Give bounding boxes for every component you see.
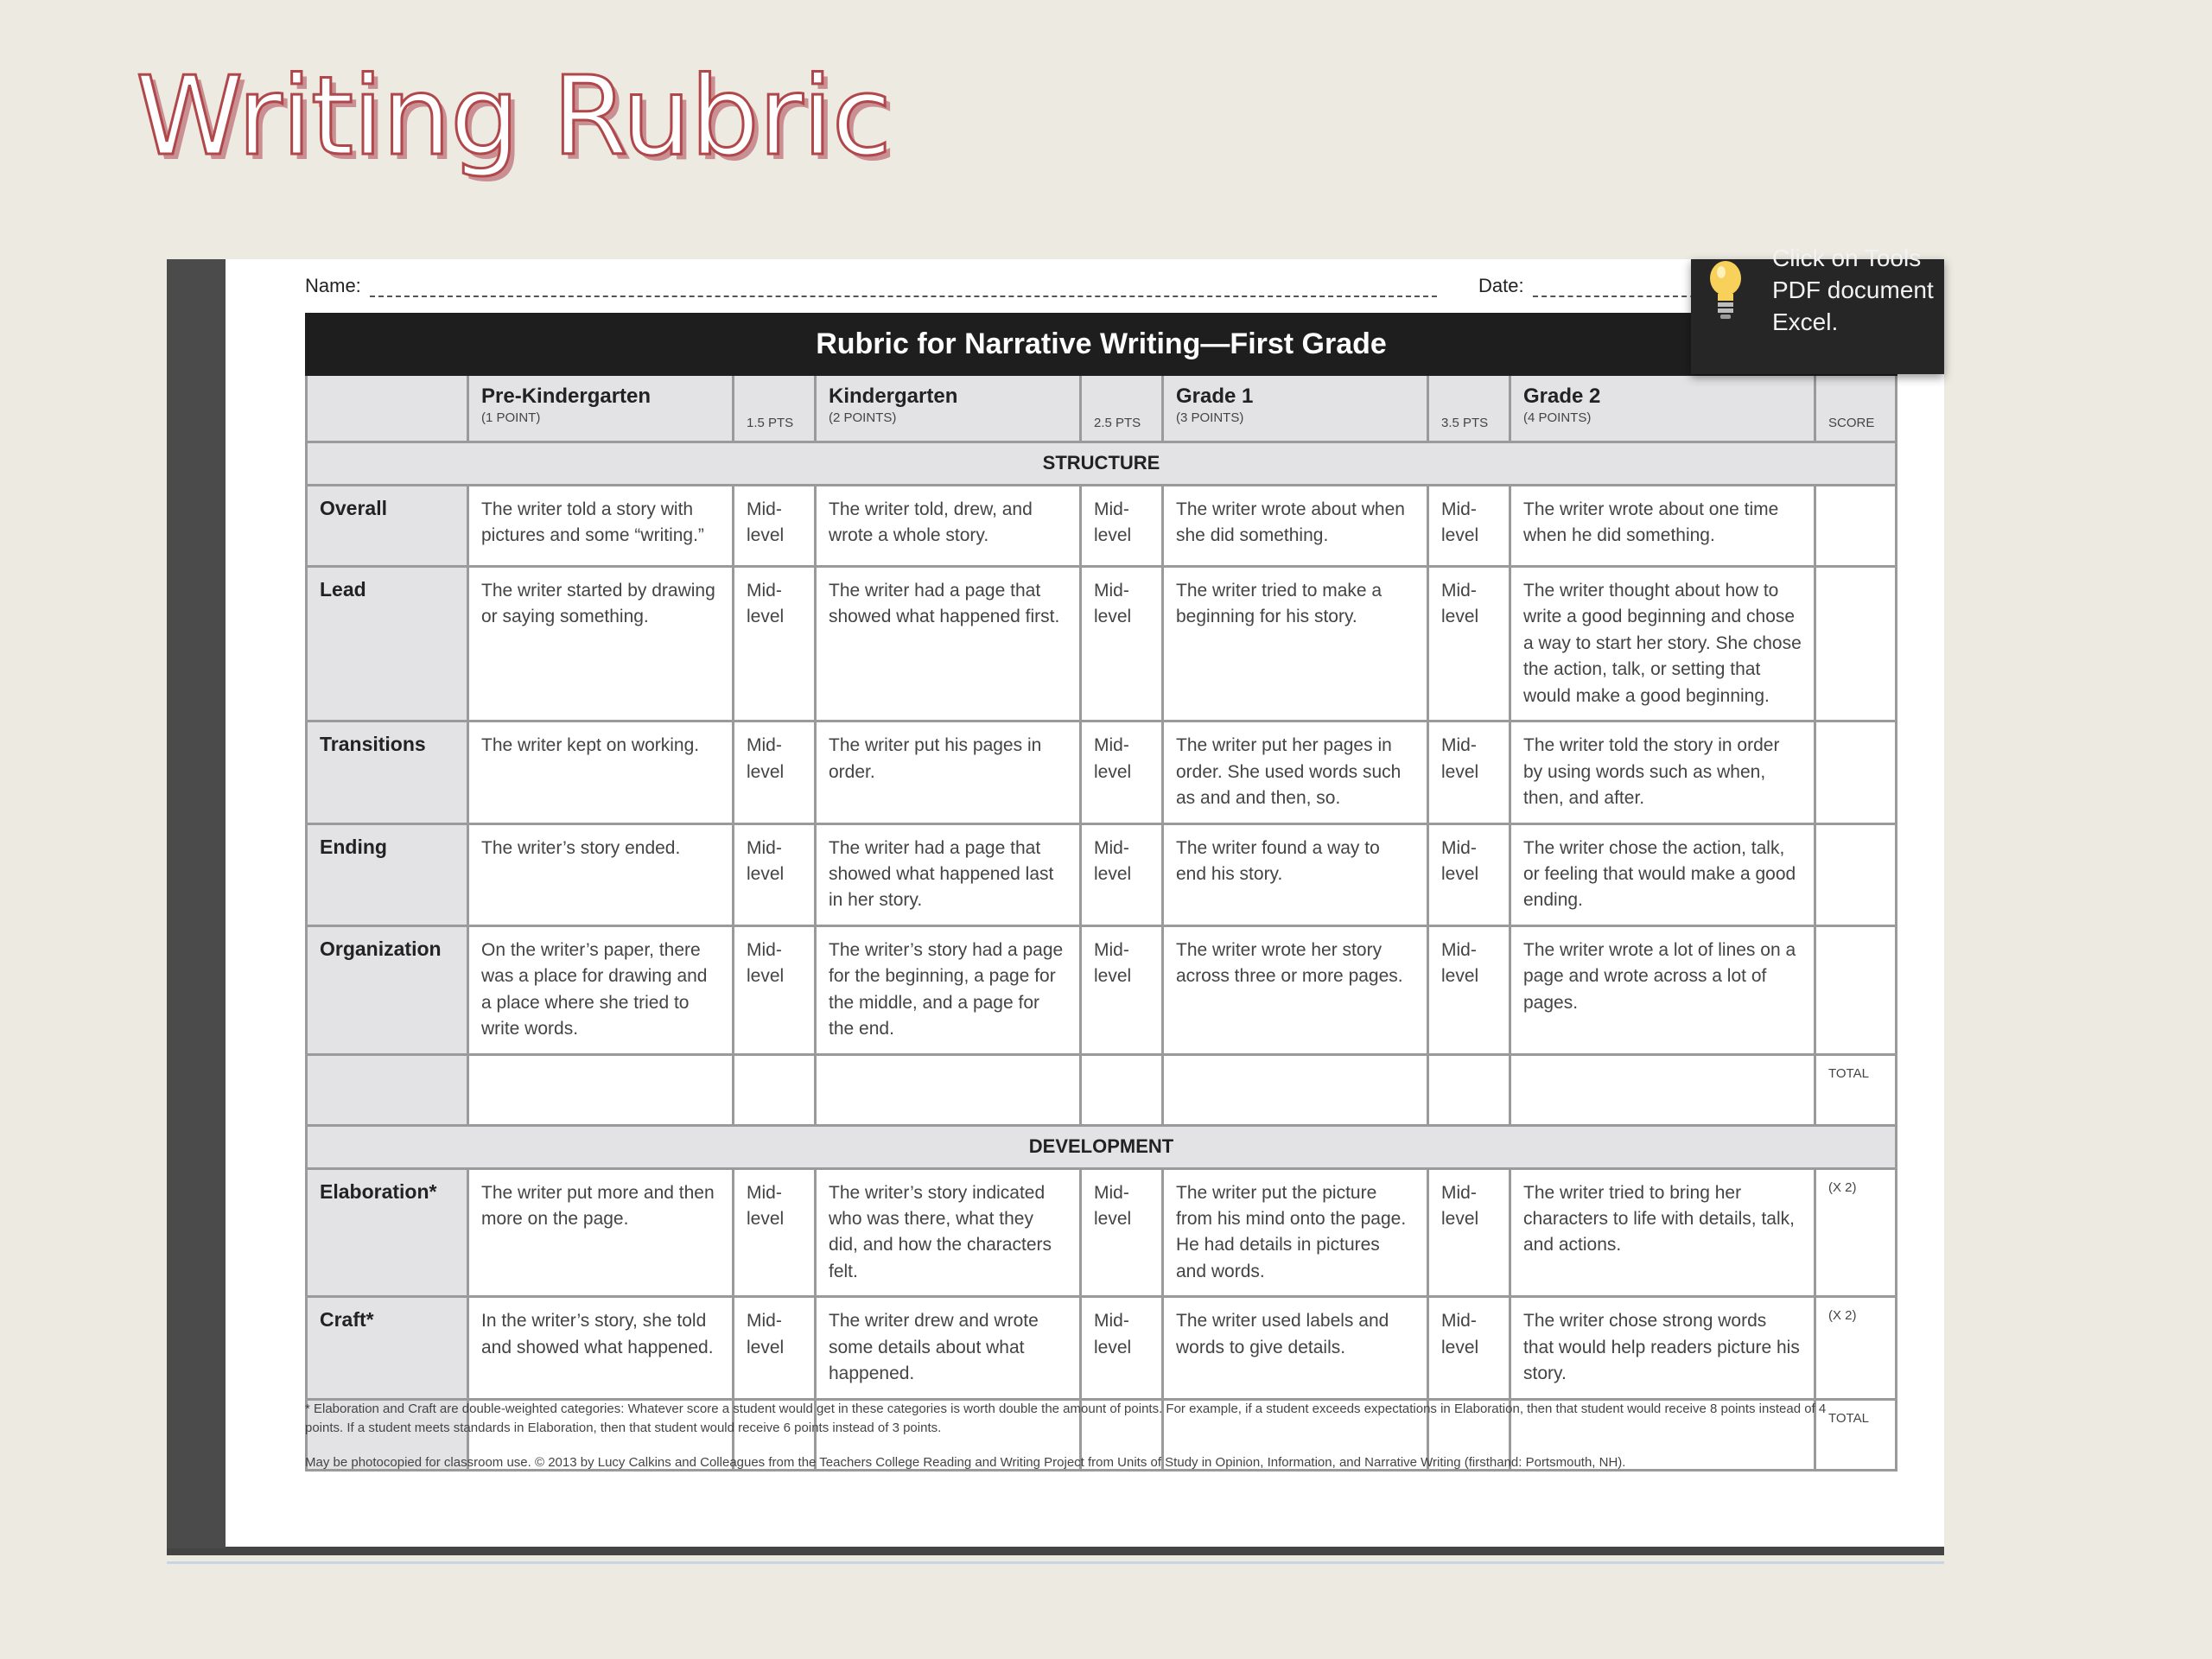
- cell-text: The writer wrote a lot of lines on a page and wrote across a lot of pages.: [1510, 925, 1815, 1054]
- score-cell[interactable]: [1815, 721, 1897, 823]
- mid-level-cell: Mid-level: [1428, 1297, 1510, 1399]
- category-craft: Craft*: [307, 1297, 468, 1399]
- header-prek: Pre-Kindergarten (1 POINT): [468, 375, 734, 442]
- tooltip-line: Click on Tools: [1772, 245, 1922, 271]
- category-organization: Organization: [307, 925, 468, 1054]
- category-elaboration: Elaboration*: [307, 1168, 468, 1297]
- cell-text: The writer tried to make a beginning for his story.: [1163, 567, 1428, 721]
- cell-text: The writer kept on working.: [468, 721, 734, 823]
- mid-level-cell: Mid-level: [1428, 925, 1510, 1054]
- cell-text: The writer told a story with pictures and some “writing.”: [468, 486, 734, 567]
- header-grade-2: Grade 2 (4 POINTS): [1510, 375, 1815, 442]
- blank-cell: [468, 1054, 734, 1125]
- blank-cell: [816, 1054, 1081, 1125]
- table-row: [307, 823, 1897, 925]
- name-field: [305, 275, 1437, 297]
- cell-text: The writer’s story had a page for the beginning, a page for the middle, and a page for the end.: [816, 925, 1081, 1054]
- cell-text: The writer chose the action, talk, or feeling that would make a good ending.: [1510, 823, 1815, 925]
- lightbulb-icon: [1708, 259, 1743, 328]
- blank-cell: [1428, 1054, 1510, 1125]
- mid-level-cell: Mid-level: [734, 925, 816, 1054]
- blank-cell: [1510, 1054, 1815, 1125]
- cell-text: The writer drew and wrote some details about what happened.: [816, 1297, 1081, 1399]
- blank-cell: [1163, 1054, 1428, 1125]
- mid-level-cell: Mid-level: [1428, 567, 1510, 721]
- table-row: [307, 1168, 1897, 1297]
- mid-level-cell: Mid-level: [1081, 1168, 1163, 1297]
- category-ending: Ending: [307, 823, 468, 925]
- cell-text: The writer started by drawing or saying something.: [468, 567, 734, 721]
- name-label: Name:: [305, 275, 361, 296]
- structure-total-cell[interactable]: TOTAL: [1815, 1054, 1897, 1125]
- mid-level-cell: Mid-level: [734, 567, 816, 721]
- header-grade-1: Grade 1 (3 POINTS): [1163, 375, 1428, 442]
- cell-text: The writer’s story ended.: [468, 823, 734, 925]
- mid-level-cell: Mid-level: [1081, 567, 1163, 721]
- blank-cell: [734, 1054, 816, 1125]
- mid-level-cell: Mid-level: [734, 721, 816, 823]
- table-row: [307, 1297, 1897, 1399]
- cell-text: The writer put more and then more on the page.: [468, 1168, 734, 1297]
- cell-text: The writer put the picture from his mind onto the page. He had details in pictures and words.: [1163, 1168, 1428, 1297]
- cell-text: The writer put her pages in order. She used words such as and and then, so.: [1163, 721, 1428, 823]
- mid-level-cell: Mid-level: [1428, 721, 1510, 823]
- date-label: Date:: [1478, 275, 1524, 296]
- rubric-title: Rubric for Narrative Writing—First Grade: [307, 315, 1897, 375]
- mid-level-cell: Mid-level: [1428, 1168, 1510, 1297]
- header-blank: [307, 375, 468, 442]
- table-row: [307, 486, 1897, 567]
- document-page[interactable]: [226, 259, 1944, 1547]
- header-mid-2: 2.5 PTS: [1081, 375, 1163, 442]
- score-cell[interactable]: [1815, 823, 1897, 925]
- mid-level-cell: Mid-level: [734, 486, 816, 567]
- section-development: DEVELOPMENT: [307, 1125, 1897, 1168]
- score-cell[interactable]: [1815, 925, 1897, 1054]
- cell-text: The writer’s story indicated who was there, what they did, and how the characters felt.: [816, 1168, 1081, 1297]
- score-cell[interactable]: (X 2): [1815, 1297, 1897, 1399]
- cell-text: The writer told the story in order by using words such as when, then, and after.: [1510, 721, 1815, 823]
- cell-text: The writer wrote her story across three or more pages.: [1163, 925, 1428, 1054]
- structure-total-row: [307, 1054, 1897, 1125]
- mid-level-cell: Mid-level: [1081, 1297, 1163, 1399]
- score-cell[interactable]: (X 2): [1815, 1168, 1897, 1297]
- tooltip-text: [1772, 242, 1934, 338]
- table-row: [307, 567, 1897, 721]
- header-kindergarten: Kindergarten (2 POINTS): [816, 375, 1081, 442]
- cell-text: The writer wrote about when she did something.: [1163, 486, 1428, 567]
- header-score: SCORE: [1815, 375, 1897, 442]
- mid-level-cell: Mid-level: [1081, 823, 1163, 925]
- mid-level-cell: Mid-level: [734, 1297, 816, 1399]
- score-cell[interactable]: [1815, 486, 1897, 567]
- mid-level-cell: Mid-level: [1081, 721, 1163, 823]
- cell-text: The writer had a page that showed what happened first.: [816, 567, 1081, 721]
- score-cell[interactable]: [1815, 567, 1897, 721]
- category-overall: Overall: [307, 486, 468, 567]
- mid-level-cell: Mid-level: [1081, 486, 1163, 567]
- mid-level-cell: Mid-level: [734, 1168, 816, 1297]
- cell-text: The writer used labels and words to give details.: [1163, 1297, 1428, 1399]
- category-transitions: Transitions: [307, 721, 468, 823]
- cell-text: The writer chose strong words that would help readers picture his story.: [1510, 1297, 1815, 1399]
- cell-text: In the writer’s story, she told and showed what happened.: [468, 1297, 734, 1399]
- tooltip-line: PDF document: [1772, 276, 1934, 303]
- mid-level-cell: Mid-level: [734, 823, 816, 925]
- document-left-bar: [167, 259, 226, 1548]
- cell-text: The writer told, drew, and wrote a whole story.: [816, 486, 1081, 567]
- cell-text: The writer tried to bring her characters to life with details, talk, and actions.: [1510, 1168, 1815, 1297]
- table-row: [307, 721, 1897, 823]
- cell-text: The writer put his pages in order.: [816, 721, 1081, 823]
- mid-level-cell: Mid-level: [1428, 486, 1510, 567]
- mid-level-cell: Mid-level: [1081, 925, 1163, 1054]
- cell-text: The writer thought about how to write a good beginning and chose a way to start her story. She chose the action, talk, or setting that would make a good beginning.: [1510, 567, 1815, 721]
- cell-text: The writer had a page that showed what happened last in her story.: [816, 823, 1081, 925]
- blank-cell: [307, 1054, 468, 1125]
- development-total-cell[interactable]: TOTAL: [1815, 1399, 1897, 1470]
- slide-title: Writing Rubric: [136, 53, 891, 180]
- cell-text: The writer found a way to end his story.: [1163, 823, 1428, 925]
- blank-cell: [1081, 1054, 1163, 1125]
- pdf-tooltip[interactable]: [1691, 245, 1944, 374]
- rubric-table: [305, 313, 1897, 1471]
- cell-text: On the writer’s paper, there was a place for drawing and a place where she tried to write words.: [468, 925, 734, 1054]
- category-lead: Lead: [307, 567, 468, 721]
- cell-text: The writer wrote about one time when he did something.: [1510, 486, 1815, 567]
- header-mid-1: 1.5 PTS: [734, 375, 816, 442]
- section-structure: STRUCTURE: [307, 442, 1897, 486]
- mid-level-cell: Mid-level: [1428, 823, 1510, 925]
- header-mid-3: 3.5 PTS: [1428, 375, 1510, 442]
- table-row: [307, 925, 1897, 1054]
- document-bottom-border: [167, 1561, 1944, 1564]
- tooltip-line: Excel.: [1772, 308, 1839, 335]
- level-header-row: [307, 375, 1897, 442]
- footnote-copyright: May be photocopied for classroom use. © 2013 by Lucy Calkins and Colleagues from the Teachers College Reading and Writing Project from Units of Study in Opinion, Information, and Narrative Writing (firsthand: Portsmouth, NH).: [305, 1455, 1626, 1470]
- footnote-weighting: * Elaboration and Craft are double-weighted categories: Whatever score a student would get in these categories is worth double the amount of points. For example, if a student exceeds expectations in Elaboration, then that student would receive 8 points instead of 4 points. If a student meets standards in Elaboration, then that student would receive 6 points instead of 3 points.: [305, 1402, 1827, 1435]
